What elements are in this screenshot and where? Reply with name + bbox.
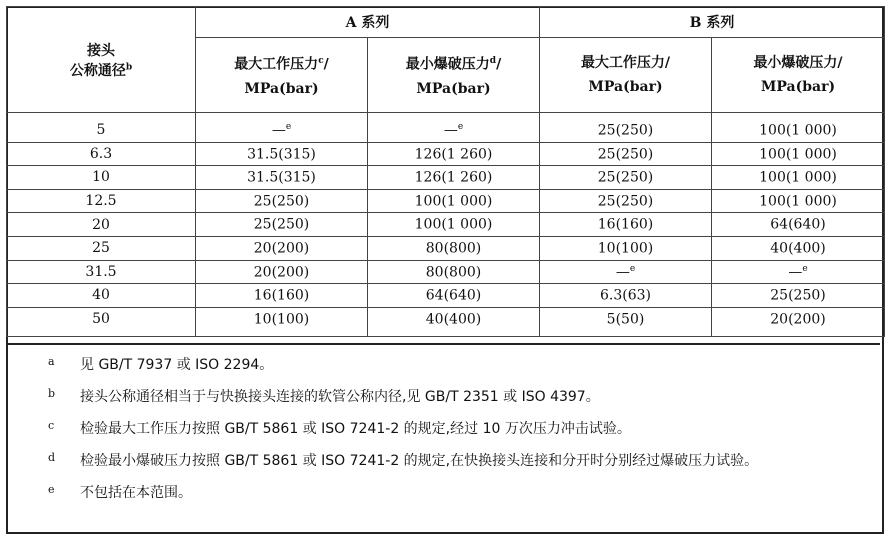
footnote-text: 检验最小爆破压力按照 GB/T 5861 或 ISO 7241-2 的规定,在快换接头连接和分开时分别经过爆破压力试验。 xyxy=(80,453,759,469)
cell-b-burst: 40(400) xyxy=(712,236,885,260)
cell-a-max: 25(250) xyxy=(196,189,368,213)
cell-dn: 31.5 xyxy=(7,260,196,284)
cell-a-max: 31.5(315) xyxy=(196,166,368,190)
cell-b-max: 5(50) xyxy=(540,307,712,337)
footnote-mark: a xyxy=(48,355,55,368)
cell-b-max: 25(250) xyxy=(540,189,712,213)
a-burst-pressure-header: 最小爆破压力$^d$/ MPa(bar) xyxy=(368,38,540,113)
cell-a-burst: 80(800) xyxy=(368,236,540,260)
table-body xyxy=(7,113,885,337)
footnote-c xyxy=(8,417,880,441)
footnote-mark: b xyxy=(48,387,56,400)
footnotes xyxy=(8,343,880,505)
cell-b-burst: 100(1 000) xyxy=(712,189,885,213)
nominal-size-header-line2: 公称通径$^b$ xyxy=(69,61,133,79)
table-row xyxy=(7,166,885,190)
cell-b-burst: —$^e$ xyxy=(712,260,885,284)
b-max-pressure-header: 最大工作压力/ MPa(bar) xyxy=(540,38,712,113)
nominal-size-header-line1: 接头 xyxy=(87,42,115,59)
cell-a-max: 20(200) xyxy=(196,260,368,284)
table-row xyxy=(7,236,885,260)
cell-a-max: 31.5(315) xyxy=(196,142,368,166)
footnote-a xyxy=(8,353,880,377)
cell-b-max: 6.3(63) xyxy=(540,284,712,308)
series-a-header: A 系列 xyxy=(196,7,540,38)
cell-dn: 50 xyxy=(7,307,196,337)
cell-b-burst: 20(200) xyxy=(712,307,885,337)
cell-b-max: 25(250) xyxy=(540,113,712,143)
cell-b-max: 16(160) xyxy=(540,213,712,237)
cell-a-max: 10(100) xyxy=(196,307,368,337)
pressure-table xyxy=(6,6,885,337)
footnote-text: 不包括在本范围。 xyxy=(80,485,192,501)
series-b-header: B 系列 xyxy=(540,7,885,38)
cell-dn: 40 xyxy=(7,284,196,308)
table-row xyxy=(7,260,885,284)
footnote-e xyxy=(8,481,880,505)
table-row xyxy=(7,189,885,213)
b-burst-pressure-header: 最小爆破压力/ MPa(bar) xyxy=(712,38,885,113)
a-max-pressure-header: 最大工作压力$^c$/ MPa(bar) xyxy=(196,38,368,113)
cell-a-burst: 126(1 260) xyxy=(368,166,540,190)
cell-a-burst: 40(400) xyxy=(368,307,540,337)
cell-a-max: 25(250) xyxy=(196,213,368,237)
table-row xyxy=(7,142,885,166)
table-row xyxy=(7,213,885,237)
cell-b-burst: 64(640) xyxy=(712,213,885,237)
cell-a-max: 16(160) xyxy=(196,284,368,308)
footnote-d xyxy=(8,449,880,473)
table-row xyxy=(7,113,885,143)
cell-b-max: —$^e$ xyxy=(540,260,712,284)
footnote-text: 检验最大工作压力按照 GB/T 5861 或 ISO 7241-2 的规定,经过 10 万次压力冲击试验。 xyxy=(80,421,631,437)
cell-a-burst: 126(1 260) xyxy=(368,142,540,166)
cell-dn: 6.3 xyxy=(7,142,196,166)
cell-dn: 12.5 xyxy=(7,189,196,213)
footnote-mark: c xyxy=(48,419,55,432)
cell-a-burst: 80(800) xyxy=(368,260,540,284)
cell-dn: 20 xyxy=(7,213,196,237)
cell-b-burst: 25(250) xyxy=(712,284,885,308)
cell-a-burst: 100(1 000) xyxy=(368,189,540,213)
footnote-b xyxy=(8,385,880,409)
cell-b-max: 10(100) xyxy=(540,236,712,260)
cell-dn: 10 xyxy=(7,166,196,190)
nominal-size-header xyxy=(7,7,196,113)
table-row xyxy=(7,284,885,308)
table-row xyxy=(7,307,885,337)
cell-a-burst: —$^e$ xyxy=(368,113,540,143)
cell-dn: 5 xyxy=(7,113,196,143)
cell-b-burst: 100(1 000) xyxy=(712,142,885,166)
cell-b-burst: 100(1 000) xyxy=(712,166,885,190)
cell-a-burst: 64(640) xyxy=(368,284,540,308)
cell-a-max: —$^e$ xyxy=(196,113,368,143)
footnote-mark: e xyxy=(48,483,55,496)
cell-dn: 25 xyxy=(7,236,196,260)
footnote-mark: d xyxy=(48,451,56,464)
cell-b-burst: 100(1 000) xyxy=(712,113,885,143)
cell-a-max: 20(200) xyxy=(196,236,368,260)
cell-a-burst: 100(1 000) xyxy=(368,213,540,237)
footnote-text: 接头公称通径相当于与快换接头连接的软管公称内径,见 GB/T 2351 或 ISO 4397。 xyxy=(80,389,600,405)
footnote-text: 见 GB/T 7937 或 ISO 2294。 xyxy=(80,357,274,373)
cell-b-max: 25(250) xyxy=(540,142,712,166)
cell-b-max: 25(250) xyxy=(540,166,712,190)
